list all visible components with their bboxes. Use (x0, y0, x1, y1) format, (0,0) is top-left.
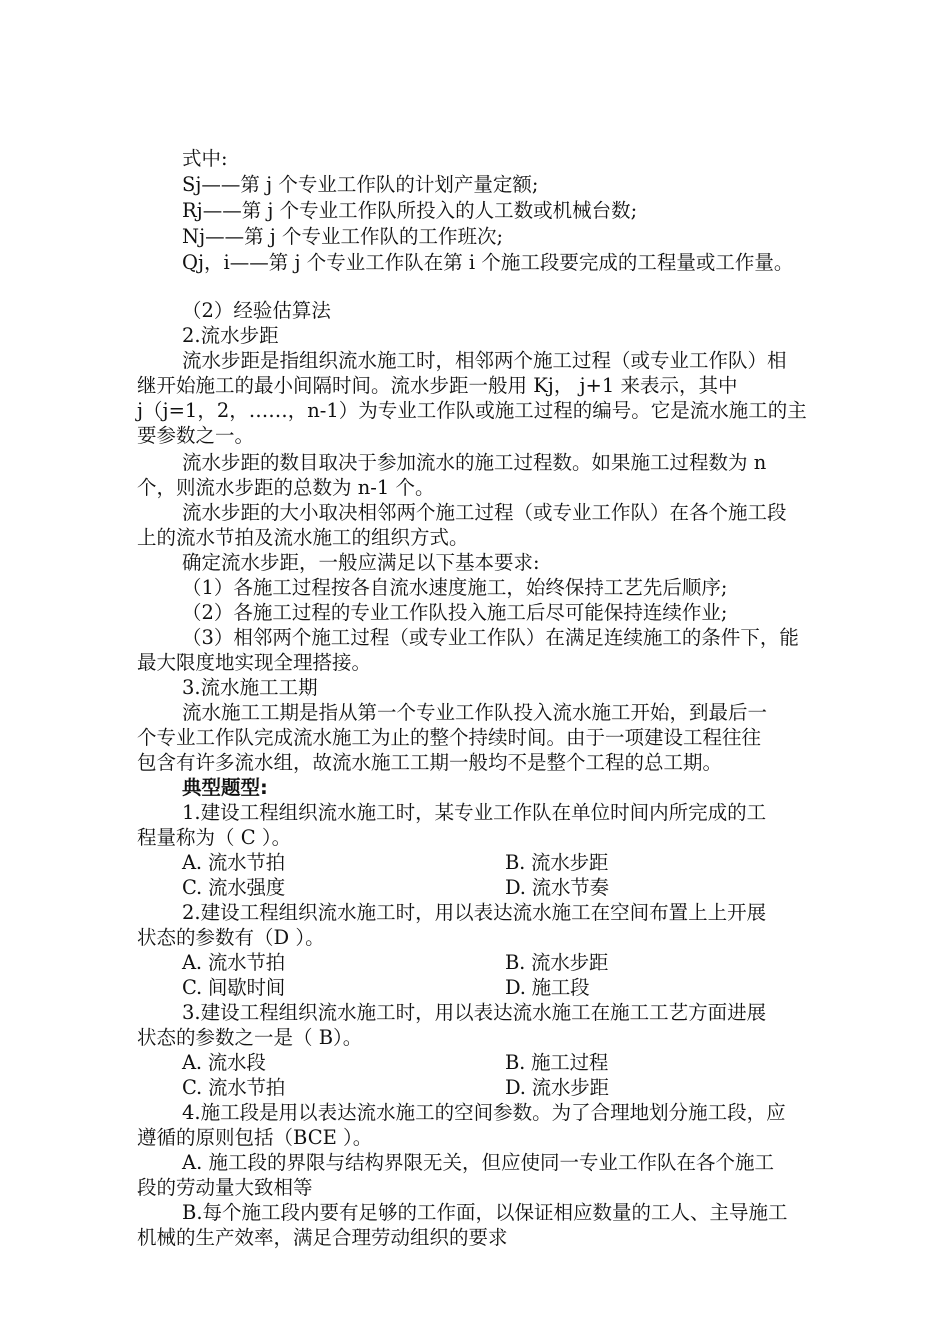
option-b: B. 流水步距 (505, 951, 609, 974)
option-row (0, 1075, 950, 1100)
option-a: A. 施工段的界限与结构界限无关，但应使同一专业工作队在各个施工 (182, 1151, 774, 1174)
paragraph-line: 流水步距的数目取决于参加流水的施工过程数。如果施工过程数为 n (182, 451, 767, 474)
section-heading-period: 3.流水施工工期 (182, 676, 318, 699)
requirements-intro: 确定流水步距，一般应满足以下基本要求: (182, 551, 540, 574)
question-stem: 状态的参数有（D ）。 (137, 926, 325, 949)
question-stem: 程量称为（ C ）。 (137, 826, 292, 849)
def-nj: Nj——第 j 个专业工作队的工作班次; (182, 225, 504, 248)
option-a-cont: 段的劳动量大致相等 (137, 1176, 313, 1199)
paragraph-line: 上的流水节拍及流水施工的组织方式。 (137, 526, 469, 549)
option-d: D. 流水节奏 (505, 876, 609, 899)
option-d: D. 施工段 (505, 976, 590, 999)
requirement-3: （3）相邻两个施工过程（或专业工作队）在满足连续施工的条件下，能 (182, 626, 799, 649)
question-stem: 2.建设工程组织流水施工时，用以表达流水施工在空间布置上上开展 (182, 901, 767, 924)
option-c: C. 流水强度 (182, 876, 286, 899)
paragraph-line: 继开始施工的最小间隔时间。流水步距一般用 Kj， j+1 来表示，其中 (137, 374, 738, 397)
option-row (0, 950, 950, 975)
def-sj: Sj——第 j 个专业工作队的计划产量定额; (182, 173, 539, 196)
option-c: C. 流水节拍 (182, 1076, 286, 1099)
requirement-3-cont: 最大限度地实现全理搭接。 (137, 651, 372, 674)
paragraph-line: 流水施工工期是指从第一个专业工作队投入流水施工开始，到最后一 (182, 701, 768, 724)
option-row (0, 875, 950, 900)
paragraph-line: 包含有许多流水组，故流水施工工期一般均不是整个工程的总工期。 (137, 751, 723, 774)
formula-intro: 式中: (182, 147, 228, 170)
option-b: B. 施工过程 (505, 1051, 609, 1074)
option-c: C. 间歇时间 (182, 976, 286, 999)
paragraph-line: j（j=1，2，……，n-1）为专业工作队或施工过程的编号。它是流水施工的主 (137, 399, 807, 422)
requirement-1: （1）各施工过程按各自流水速度施工，始终保持工艺先后顺序; (182, 576, 728, 599)
def-rj: Rj——第 j 个专业工作队所投入的人工数或机械台数; (182, 199, 638, 222)
option-b-cont: 机械的生产效率，满足合理劳动组织的要求 (137, 1226, 508, 1249)
option-d: D. 流水步距 (505, 1076, 609, 1099)
paragraph-line: 个专业工作队完成流水施工为止的整个持续时间。由于一项建设工程往往 (137, 726, 762, 749)
question-stem: 状态的参数之一是（ B）。 (137, 1026, 363, 1049)
question-stem: 3.建设工程组织流水施工时，用以表达流水施工在施工工艺方面进展 (182, 1001, 767, 1024)
paragraph-line: 流水步距的大小取决相邻两个施工过程（或专业工作队）在各个施工段 (182, 501, 787, 524)
option-b: B. 流水步距 (505, 851, 609, 874)
requirement-2: （2）各施工过程的专业工作队投入施工后尽可能保持连续作业; (182, 601, 728, 624)
option-row (0, 1050, 950, 1075)
question-stem: 遵循的原则包括（BCE ）。 (137, 1126, 373, 1149)
estimate-method: （2）经验估算法 (182, 299, 331, 322)
option-a: A. 流水节拍 (182, 951, 285, 974)
section-heading-step: 2.流水步距 (182, 324, 279, 347)
def-qj: Qj，i——第 j 个专业工作队在第 i 个施工段要完成的工程量或工作量。 (182, 251, 794, 274)
question-stem: 1.建设工程组织流水施工时，某专业工作队在单位时间内所完成的工 (182, 801, 767, 824)
option-b: B.每个施工段内要有足够的工作面，以保证相应数量的工人、主导施工 (182, 1201, 788, 1224)
option-a: A. 流水段 (182, 1051, 266, 1074)
question-stem: 4.施工段是用以表达流水施工的空间参数。为了合理地划分施工段，应 (182, 1101, 786, 1124)
paragraph-line: 要参数之一。 (137, 424, 255, 447)
paragraph-line: 流水步距是指组织流水施工时，相邻两个施工过程（或专业工作队）相 (182, 349, 787, 372)
paragraph-line: 个，则流水步距的总数为 n-1 个。 (137, 476, 435, 499)
option-row (0, 975, 950, 1000)
option-a: A. 流水节拍 (182, 851, 285, 874)
option-row (0, 850, 950, 875)
typical-questions-heading: 典型题型: (182, 776, 268, 799)
